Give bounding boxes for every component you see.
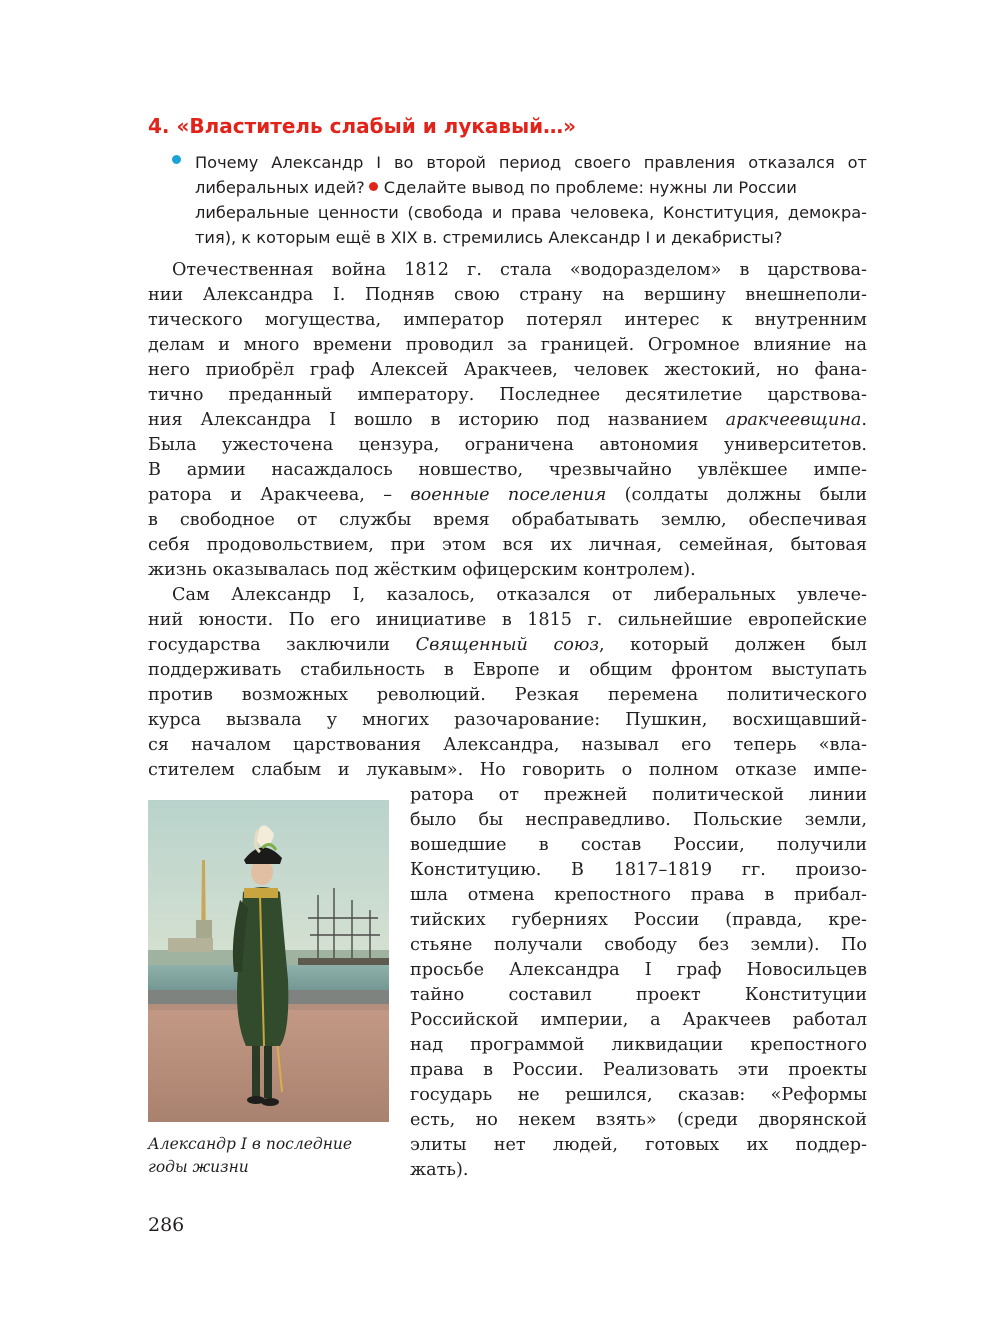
text-line: поддерживать стабильность в Европе и общим фронтом выступать — [148, 660, 867, 680]
text-line: тического могущества, император потерял интерес к внутренним — [148, 310, 867, 330]
text-line — [148, 633, 867, 658]
question-text: либеральных идей? — [195, 178, 365, 197]
text-segment: (солдаты должны были — [606, 485, 867, 505]
page-number: 286 — [148, 1214, 185, 1236]
term-arakcheevshchina: аракчеевщина — [725, 410, 862, 430]
question-text: Сделайте вывод по проблеме: нужны ли России — [383, 178, 797, 197]
text-line: права в России. Реализовать эти проекты — [410, 1060, 867, 1080]
text-line: Была ужесточена цензура, ограничена автономия университетов. — [148, 435, 867, 455]
text-line: ся началом царствования Александра, называл его теперь «вла- — [148, 735, 867, 755]
text-segment: , который должен был — [598, 635, 867, 655]
text-line: делам и много времени проводил за границей. Огромное влияние на — [148, 335, 867, 355]
text-segment: государства заключили — [148, 635, 416, 655]
text-line: элиты нет людей, готовых их поддер- — [410, 1135, 867, 1155]
section-heading — [148, 114, 576, 138]
bullet-red-icon — [369, 182, 378, 191]
portrait-painting — [148, 800, 389, 1122]
text-line: просьбе Александра I граф Новосильцев — [410, 960, 867, 980]
caption-line: годы жизни — [148, 1158, 249, 1176]
portrait-figure — [148, 800, 389, 1122]
text-line: стьяне получали свободу без земли). По — [410, 935, 867, 955]
text-line — [148, 408, 867, 433]
text-line: государь не решился, сказав: «Реформы — [410, 1085, 867, 1105]
text-line: ний юности. По его инициативе в 1815 г. сильнейшие европейские — [148, 610, 867, 630]
text-segment: ния Александра I вошло в историю под названием — [148, 410, 726, 430]
text-line: Сам Александр I, казалось, отказался от либеральных увлече- — [172, 585, 867, 605]
text-line: В армии насаждалось новшество, чрезвычайно увлёкшее импе- — [148, 460, 867, 480]
text-line: вошедшие в состав России, получили — [410, 835, 867, 855]
figure-caption — [148, 1133, 388, 1179]
question-line: Почему Александр I во второй период своего правления отказался от — [195, 153, 867, 172]
text-line: нии Александра I. Подняв свою страну на вершину внешнеполи- — [148, 285, 867, 305]
term-holy-alliance: Священный союз — [415, 635, 599, 655]
text-line: есть, но некем взять» (среди дворянской — [410, 1110, 867, 1130]
text-line: тийских губерниях России (правда, кре- — [410, 910, 867, 930]
text-line: жать). — [410, 1160, 469, 1180]
text-line: тайно составил проект Конституции — [410, 985, 867, 1005]
text-segment: ратора и Аракчеева, – — [148, 485, 411, 505]
text-line: курса вызвала у многих разочарование: Пушкин, восхищавший- — [148, 710, 867, 730]
text-line: себя продовольствием, при этом вся их личная, семейная, бытовая — [148, 535, 867, 555]
text-line: было бы несправедливо. Польские земли, — [410, 810, 867, 830]
section-title: «Властитель слабый и лукавый…» — [176, 114, 577, 138]
question-line: либеральные ценности (свобода и права человека, Конституция, демокра- — [195, 203, 867, 222]
text-line: над программой ликвидации крепостного — [410, 1035, 867, 1055]
bullet-blue-icon — [172, 155, 181, 164]
text-segment: . — [861, 410, 867, 430]
text-line: против возможных революций. Резкая перемена политического — [148, 685, 867, 705]
text-line: шла отмена крепостного права в прибал- — [410, 885, 867, 905]
section-number: 4. — [148, 114, 170, 138]
text-line: тично преданный императору. Последнее десятилетие царствова- — [148, 385, 867, 405]
text-line: Конституцию. В 1817–1819 гг. произо- — [410, 860, 867, 880]
term-military-settlements: военные поселения — [410, 485, 607, 505]
text-line — [148, 483, 867, 508]
caption-line: Александр I в последние — [148, 1135, 353, 1153]
text-line: жизнь оказывалась под жёстким офицерским контролем). — [148, 560, 696, 580]
text-line: в свободное от службы время обрабатывать землю, обеспечивая — [148, 510, 867, 530]
question-line: тия), к которым ещё в XIX в. стремились Александр I и декабристы? — [195, 228, 783, 247]
text-line: ратора от прежней политической линии — [410, 785, 867, 805]
text-line: Российской империи, а Аракчеев работал — [410, 1010, 867, 1030]
text-line: него приобрёл граф Алексей Аракчеев, человек жестокий, но фана- — [148, 360, 867, 380]
question-line — [195, 175, 867, 201]
text-line: Отечественная война 1812 г. стала «водоразделом» в царствова- — [172, 260, 867, 280]
text-line: стителем слабым и лукавым». Но говорить о полном отказе импе- — [148, 760, 867, 780]
